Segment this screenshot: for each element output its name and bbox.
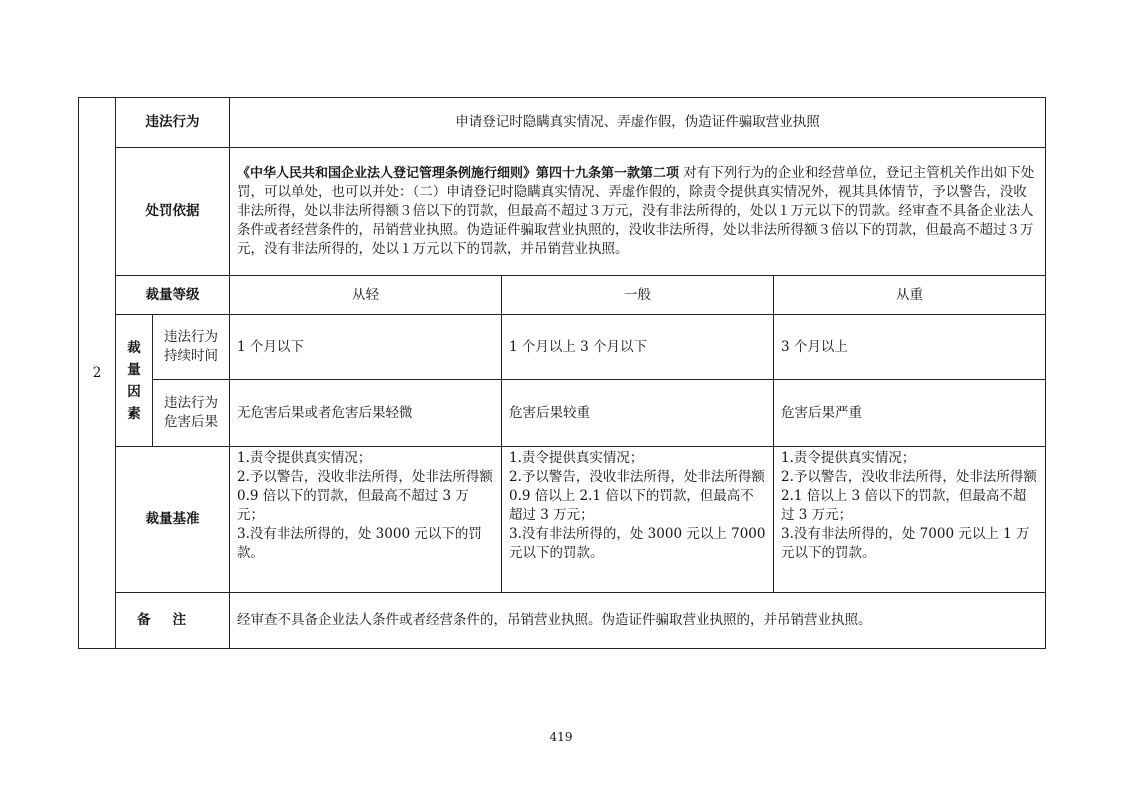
violation-value: 申请登记时隐瞒真实情况、弄虚作假，伪造证件骗取营业执照 (230, 98, 1046, 148)
page-number: 419 (549, 730, 573, 744)
standard-item: 3.没有非法所得的，处 7000 元以上 1 万元以下的罚款。 (781, 526, 1030, 561)
harm-label-line: 危害后果 (164, 414, 218, 430)
factors-label (116, 315, 153, 447)
violation-label: 违法行为 (116, 98, 230, 148)
factor-row-duration (79, 315, 1046, 380)
harm-label (153, 380, 230, 447)
duration-light: 1 个月以下 (230, 315, 502, 380)
level-light: 从轻 (230, 276, 502, 315)
harm-light: 无危害后果或者危害后果轻微 (230, 380, 502, 447)
basis-text: 对有下列行为的企业和经营单位，登记主管机关作出如下处罚，可以单处，也可以并处：（二）申请登记时隐瞒真实情况、弄虚作假的，除责令提供真实情况外，视其具体情节，予以警告，没收非法所得，处以非法所得额３倍以下的罚款，但最高不超过３万元，没有非法所得的，处以１万元以下的罚款。经审查不具备企业法人条件或者经营条件的，吊销营业执照。伪造证件骗取营业执照的，没收非法所得，处以非法所得额３倍以下的罚款，但最高不超过３万元，没有非法所得的，处以１万元以下的罚款，并吊销营业执照。 (237, 165, 1035, 257)
standard-item: 2.予以警告，没收非法所得，处非法所得额 2.1 倍以上 3 倍以下的罚款，但最高不超过 3 万元； (781, 469, 1037, 523)
standards-row (79, 447, 1046, 593)
standard-normal (502, 447, 774, 593)
duration-heavy: 3 个月以上 (774, 315, 1046, 380)
levels-row (79, 276, 1046, 315)
standard-item: 3.没有非法所得的，处 3000 元以上 7000 元以下的罚款。 (509, 526, 766, 561)
remarks-label (116, 593, 230, 649)
violation-row (79, 98, 1046, 148)
standard-item: 3.没有非法所得的，处 3000 元以下的罚款。 (237, 526, 482, 561)
duration-label (153, 315, 230, 380)
basis-lead: 《中华人民共和国企业法人登记管理条例施行细则》第四十九条第一款第二项 (237, 166, 680, 181)
harm-normal: 危害后果较重 (502, 380, 774, 447)
standard-item: 1.责令提供真实情况； (781, 450, 916, 466)
basis-label: 处罚依据 (116, 148, 230, 276)
duration-label-line: 持续时间 (164, 348, 218, 364)
standard-heavy (774, 447, 1046, 593)
duration-label-line: 违法行为 (164, 329, 218, 345)
factors-label-char: 素 (127, 405, 141, 422)
standard-light (230, 447, 502, 593)
standard-item: 2.予以警告，没收非法所得，处非法所得额 0.9 倍以下的罚款，但最高不超过 3 万元； (237, 469, 493, 523)
level-heavy: 从重 (774, 276, 1046, 315)
factor-row-harm (79, 380, 1046, 447)
basis-cell (230, 148, 1046, 276)
factors-label-char: 因 (127, 383, 141, 400)
factors-label-char: 裁 (127, 339, 141, 356)
standard-item: 1.责令提供真实情况； (509, 450, 644, 466)
standards-label: 裁量基准 (116, 447, 230, 593)
penalty-discretion-table (78, 97, 1046, 649)
standard-item: 1.责令提供真实情况； (237, 450, 372, 466)
factors-label-char: 量 (127, 361, 141, 378)
levels-label: 裁量等级 (116, 276, 230, 315)
remarks-value: 经审查不具备企业法人条件或者经营条件的，吊销营业执照。伪造证件骗取营业执照的，并吊销营业执照。 (230, 593, 1046, 649)
level-normal: 一般 (502, 276, 774, 315)
basis-row (79, 148, 1046, 276)
remarks-label-text: 备注 (137, 612, 208, 628)
standard-item: 2.予以警告，没收非法所得，处非法所得额 0.9 倍以上 2.1 倍以下的罚款，但最高不超过 3 万元； (509, 469, 765, 523)
duration-normal: 1 个月以上 3 个月以下 (502, 315, 774, 380)
harm-label-line: 违法行为 (164, 395, 218, 411)
harm-heavy: 危害后果严重 (774, 380, 1046, 447)
remarks-row (79, 593, 1046, 649)
row-number: 2 (79, 98, 116, 649)
